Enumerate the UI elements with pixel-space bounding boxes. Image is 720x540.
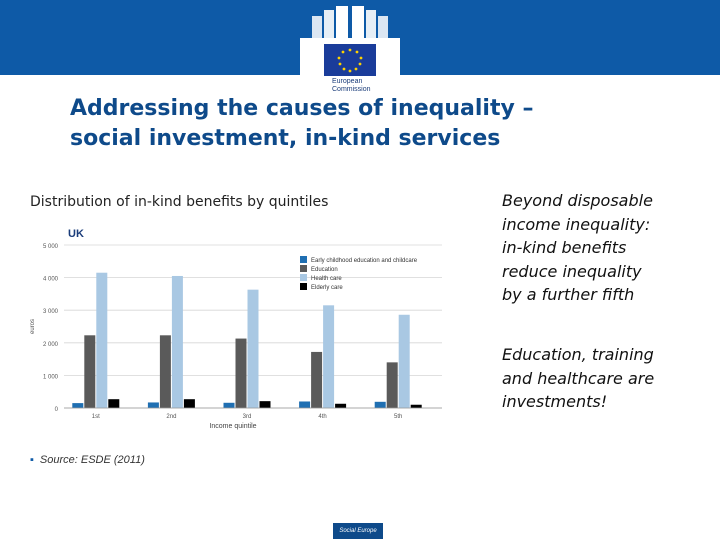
bar — [335, 404, 346, 408]
benefits-bar-chart — [22, 220, 452, 430]
legend-swatch — [300, 265, 307, 272]
key-point-2-line: and healthcare are — [502, 368, 655, 388]
legend-swatch — [300, 283, 307, 290]
y-tick-label: 0 — [54, 407, 58, 413]
legend-swatch — [300, 256, 307, 263]
wordmark-line2: Commission — [332, 86, 371, 93]
key-point-1-line: reduce inequality — [502, 261, 642, 281]
key-point-investments — [502, 343, 712, 414]
y-axis-label: euros — [30, 318, 36, 335]
bar — [184, 399, 195, 408]
slide-title-line2: social investment, in-kind services — [70, 126, 501, 151]
bar — [387, 362, 398, 408]
commission-wordmark — [332, 78, 392, 94]
legend-label: Education — [311, 267, 338, 273]
chart-title: UK — [68, 228, 84, 240]
wordmark-line1: European — [332, 78, 363, 85]
bar — [311, 352, 322, 408]
slide-title — [70, 94, 670, 154]
key-point-1-line: by a further fifth — [502, 285, 635, 304]
key-point-2-line: investments! — [502, 392, 608, 411]
x-tick-label: 3rd — [242, 414, 252, 420]
x-axis-label: Income quintile — [209, 423, 257, 430]
bar — [323, 305, 334, 408]
chart-heading: Distribution of in-kind benefits by quintiles — [30, 194, 329, 210]
y-tick-label: 4 000 — [42, 276, 58, 283]
x-tick-label: 5th — [394, 414, 403, 420]
bar — [375, 402, 386, 408]
bar — [248, 290, 259, 408]
bar — [148, 402, 159, 408]
key-point-1-line: income inequality: — [502, 214, 651, 234]
x-tick-label: 4th — [318, 414, 327, 420]
social-europe-logo: Social Europe — [333, 523, 383, 539]
key-point-2-line: Education, training — [502, 345, 654, 364]
bullet-icon: ▪ — [30, 454, 34, 466]
bar — [96, 273, 107, 408]
bar — [411, 405, 422, 408]
eu-flag-icon — [302, 44, 398, 76]
y-tick-label: 2 000 — [42, 341, 58, 348]
bar — [160, 335, 171, 408]
slide-title-line1: Addressing the causes of inequality – — [70, 96, 534, 121]
bar — [224, 403, 235, 408]
key-point-inequality — [502, 189, 712, 307]
key-point-1-line: Beyond disposable — [502, 191, 653, 210]
y-tick-label: 5 000 — [42, 244, 58, 250]
bar — [72, 403, 83, 408]
bar — [236, 339, 247, 408]
legend-swatch — [300, 274, 307, 281]
y-tick-label: 3 000 — [42, 309, 58, 316]
bar — [108, 399, 119, 408]
bar — [260, 401, 271, 408]
x-tick-label: 1st — [91, 414, 100, 420]
commission-building-logo — [302, 6, 398, 44]
legend-label: Early childhood education and childcare — [311, 258, 418, 264]
key-point-1-line: in-kind benefits — [502, 238, 627, 257]
bar — [299, 401, 310, 408]
y-tick-label: 1 000 — [42, 374, 58, 381]
source-text: Source: ESDE (2011) — [39, 454, 145, 466]
legend-label: Elderly care — [311, 285, 343, 291]
legend-label: Health care — [311, 276, 342, 282]
bar — [399, 315, 410, 408]
bar — [84, 335, 95, 408]
bar — [172, 276, 183, 408]
source-note — [30, 454, 145, 466]
x-tick-label: 2nd — [166, 414, 177, 420]
